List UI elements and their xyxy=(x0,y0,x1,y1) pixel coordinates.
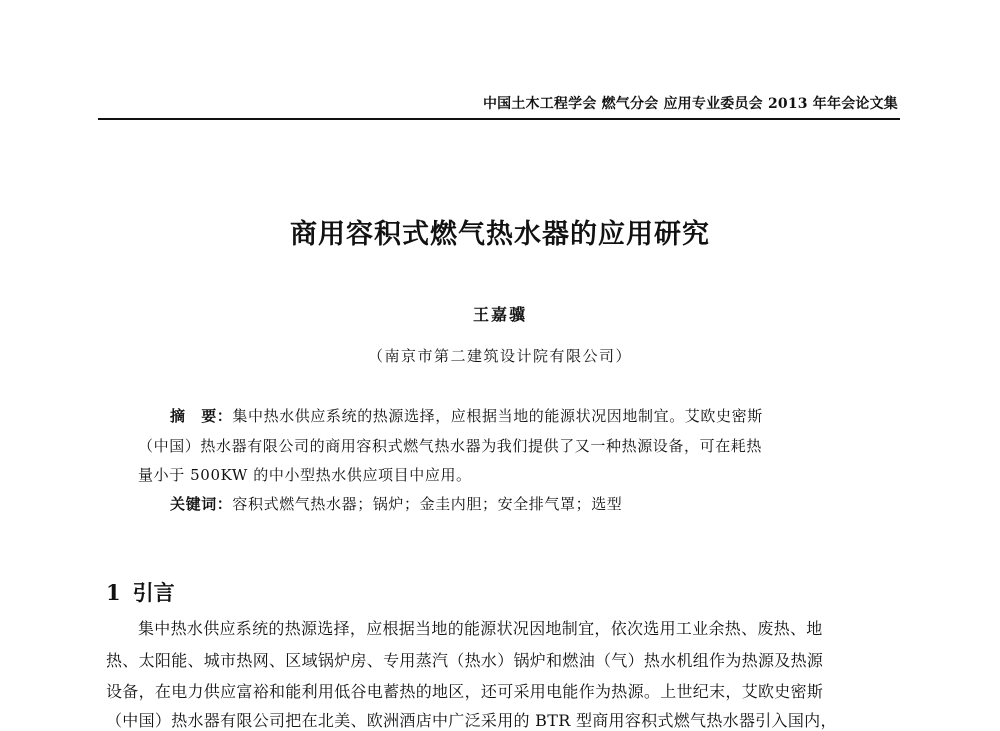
running-header: 中国土木工程学会 燃气分会 应用专业委员会 2013 年年会论文集 xyxy=(482,96,898,112)
keywords-label: 关键词： xyxy=(170,495,233,513)
abstract-label: 摘 要： xyxy=(170,407,233,425)
abstract-line: （中国）热水器有限公司的商用容积式燃气热水器为我们提供了又一种热源设备，可在耗热 xyxy=(138,437,763,455)
author-affiliation: （南京市第二建筑设计院有限公司） xyxy=(367,347,632,365)
section-number: 1 xyxy=(106,580,121,605)
section-title: 引言 xyxy=(132,581,175,605)
abstract-line xyxy=(170,405,763,426)
body-line: 热、太阳能、城市热网、区域锅炉房、专用蒸汽（热水）锅炉和燃油（气）热水机组作为热源及热源 xyxy=(106,651,824,670)
author-name: 王嘉骥 xyxy=(472,305,527,324)
body-line: 集中热水供应系统的热源选择，应根据当地的能源状况因地制宜，依次选用工业余热、废热、地 xyxy=(138,619,823,638)
keywords-line xyxy=(170,493,622,514)
keywords-text: 容积式燃气热水器；锅炉；金圭内胆；安全排气罩；选型 xyxy=(232,495,623,513)
abstract-line: 量小于 500KW 的中小型热水供应项目中应用。 xyxy=(138,466,472,484)
body-line: （中国）热水器有限公司把在北美、欧洲酒店中广泛采用的 BTR 型商用容积式燃气热水器引入国内， xyxy=(106,711,837,730)
section-heading xyxy=(106,577,175,607)
body-line: 设备，在电力供应富裕和能利用低谷电蓄热的地区，还可采用电能作为热源。上世纪末，艾欧史密斯 xyxy=(106,682,824,701)
paper-title: 商用容积式燃气热水器的应用研究 xyxy=(290,219,710,250)
header-rule xyxy=(98,118,900,120)
abstract-text: 集中热水供应系统的热源选择，应根据当地的能源状况因地制宜。艾欧史密斯 xyxy=(232,407,763,425)
